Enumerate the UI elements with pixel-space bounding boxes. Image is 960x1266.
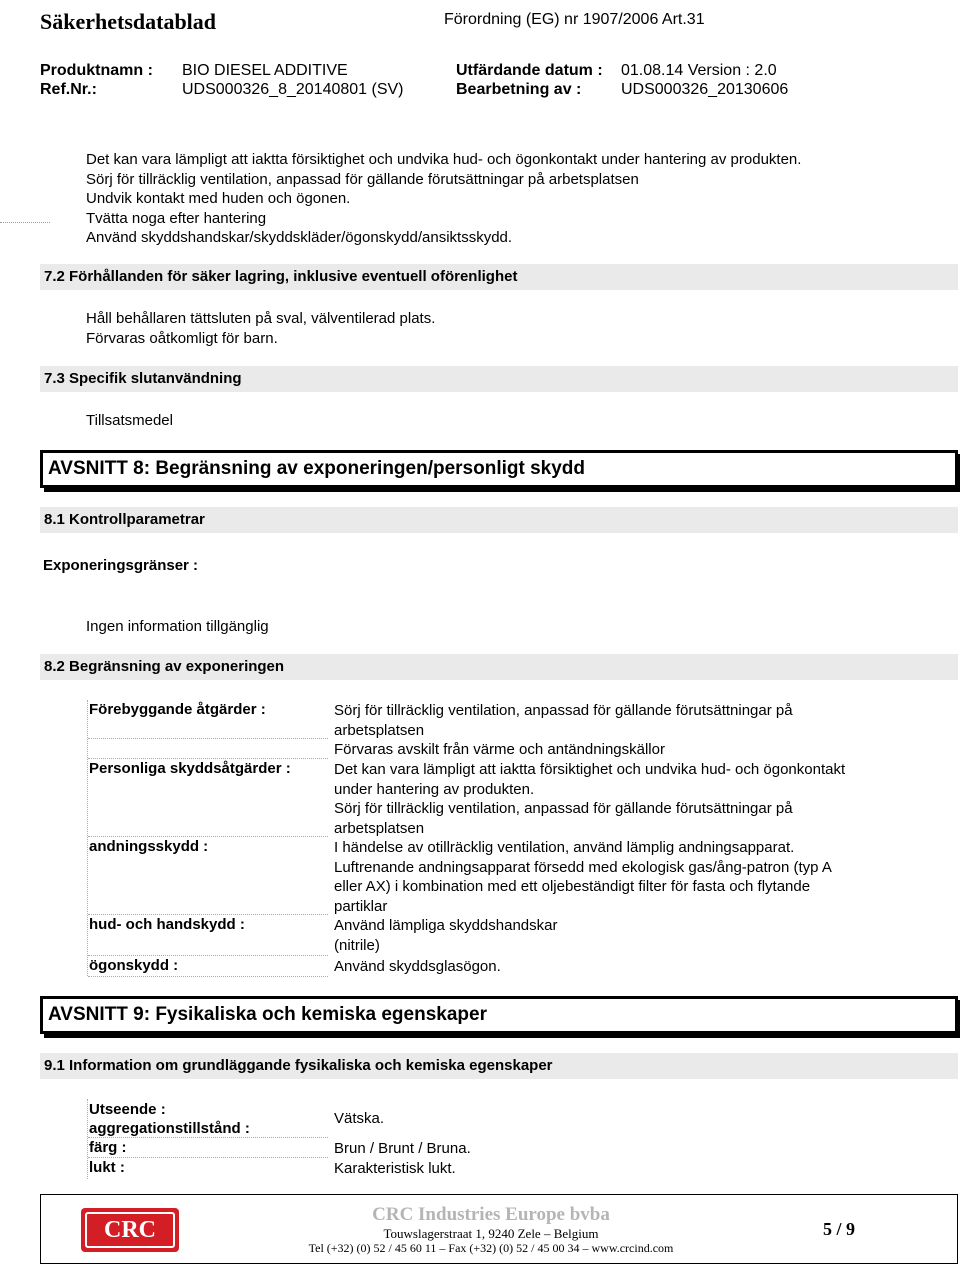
revision-value: UDS000326_20130606	[621, 81, 789, 98]
table-divider	[88, 1137, 328, 1138]
page-footer	[40, 1194, 958, 1264]
handling-line: Det kan vara lämpligt att iaktta försiktighet och undvika hud- och ögonkontakt under hantering av produkten.	[86, 151, 802, 168]
text-line: Förvaras avskilt från värme och antändningskällor	[334, 741, 665, 758]
section-9-title: AVSNITT 9: Fysikaliska och kemiska egenskaper	[40, 996, 958, 1034]
exposure-limits-text: Ingen information tillgänglig	[86, 618, 269, 635]
appearance-label	[89, 1100, 250, 1138]
table-divider	[88, 836, 328, 837]
odor-value: Karakteristisk lukt.	[334, 1160, 456, 1177]
text-line: Utseende :	[89, 1101, 166, 1118]
text-line: I händelse av otillräcklig ventilation, använd lämplig andningsapparat.	[334, 839, 795, 856]
table-divider	[88, 955, 328, 956]
text-line: aggregationstillstånd :	[89, 1120, 250, 1137]
table-divider	[88, 976, 328, 977]
table-left-guide	[87, 1099, 88, 1179]
product-name-label: Produktnamn :	[40, 62, 153, 79]
crc-logo-text: CRC	[85, 1212, 175, 1248]
storage-conditions	[86, 309, 435, 348]
table-divider	[88, 758, 328, 759]
text-line: (nitrile)	[334, 936, 380, 954]
company-name: CRC Industries Europe bvba	[372, 1204, 610, 1225]
document-title: Säkerhetsdatablad	[40, 9, 217, 34]
respiratory-protection-label: andningsskydd :	[89, 838, 209, 855]
text-line: arbetsplatsen	[334, 819, 425, 837]
subsection-8-1-heading: 8.1 Kontrollparametrar	[40, 507, 958, 533]
page-number: 5 / 9	[823, 1219, 856, 1239]
odor-label: lukt :	[89, 1159, 125, 1176]
personal-protection-text	[334, 760, 845, 838]
subsection-7-2-heading: 7.2 Förhållanden för säker lagring, inklusive eventuell oförenlighet	[40, 264, 958, 290]
text-line: Luftrenande andningsapparat försedd med ekologisk gas/ång-patron (typ A	[334, 858, 832, 876]
text-line: Det kan vara lämpligt att iaktta försiktighet och undvika hud- och ögonkontakt	[334, 761, 846, 778]
storage-line: Förvaras oåtkomligt för barn.	[86, 329, 278, 347]
exposure-limits-label: Exponeringsgränser :	[43, 557, 199, 574]
end-use-text: Tillsatsmedel	[86, 412, 173, 429]
text-line: under hantering av produkten.	[334, 780, 535, 798]
crc-logo	[81, 1208, 179, 1252]
personal-protection-label: Personliga skyddsåtgärder :	[89, 760, 291, 777]
text-line: Sörj för tillräcklig ventilation, anpassad för gällande förutsättningar på	[334, 800, 793, 817]
table-divider	[88, 914, 328, 915]
handling-line: Tvätta noga efter hantering	[86, 209, 267, 227]
subsection-9-1-heading: 9.1 Information om grundläggande fysikaliska och kemiska egenskaper	[40, 1053, 958, 1079]
company-address: Touwslagerstraat 1, 9240 Zele – Belgium	[383, 1226, 599, 1241]
text-line: arbetsplatsen	[334, 721, 425, 739]
subsection-7-3-heading: 7.3 Specifik slutanvändning	[40, 366, 958, 392]
handling-line: Använd skyddshandskar/skyddskläder/ögonskydd/ansiktsskydd.	[86, 229, 513, 246]
issue-date-label: Utfärdande datum :	[456, 62, 603, 79]
appearance-value: Vätska.	[334, 1110, 385, 1127]
table-left-guide	[87, 700, 88, 976]
regulation-reference: Förordning (EG) nr 1907/2006 Art.31	[444, 11, 705, 28]
hand-protection-label: hud- och handskydd :	[89, 916, 245, 933]
storage-line: Håll behållaren tättsluten på sval, välventilerad plats.	[86, 310, 436, 327]
eye-protection-label: ögonskydd :	[89, 957, 179, 974]
hand-protection-text	[334, 916, 557, 955]
handling-precautions	[86, 150, 801, 248]
table-divider	[88, 738, 328, 739]
handling-line: Undvik kontakt med huden och ögonen.	[86, 190, 351, 207]
preventive-measures-label: Förebyggande åtgärder :	[89, 701, 266, 718]
revision-label: Bearbetning av :	[456, 81, 582, 98]
eye-protection-text: Använd skyddsglasögon.	[334, 958, 501, 975]
color-value: Brun / Brunt / Bruna.	[334, 1140, 471, 1157]
ref-number-value: UDS000326_8_20140801 (SV)	[182, 81, 404, 98]
text-line: partiklar	[334, 897, 388, 915]
dotted-divider	[0, 222, 50, 223]
subsection-8-2-heading: 8.2 Begränsning av exponeringen	[40, 654, 958, 680]
color-label: färg :	[89, 1139, 127, 1156]
handling-line: Sörj för tillräcklig ventilation, anpassad för gällande förutsättningar på arbetsplatsen	[86, 170, 639, 188]
table-divider	[88, 1157, 328, 1158]
ref-number-label: Ref.Nr.:	[40, 81, 97, 98]
issue-date-value: 01.08.14 Version : 2.0	[621, 62, 777, 79]
text-line: Sörj för tillräcklig ventilation, anpassad för gällande förutsättningar på	[334, 702, 793, 719]
text-line: Använd lämpliga skyddshandskar	[334, 917, 558, 934]
product-name-value: BIO DIESEL ADDITIVE	[182, 62, 348, 79]
text-line: eller AX) i kombination med ett oljebeständigt filter för fasta och flytande	[334, 878, 811, 895]
preventive-measures-text	[334, 701, 793, 760]
company-contact: Tel (+32) (0) 52 / 45 60 11 – Fax (+32) (0) 52 / 45 00 34 – www.crcind.com	[308, 1241, 674, 1255]
respiratory-protection-text	[334, 838, 832, 916]
section-8-title: AVSNITT 8: Begränsning av exponeringen/personligt skydd	[40, 450, 958, 488]
